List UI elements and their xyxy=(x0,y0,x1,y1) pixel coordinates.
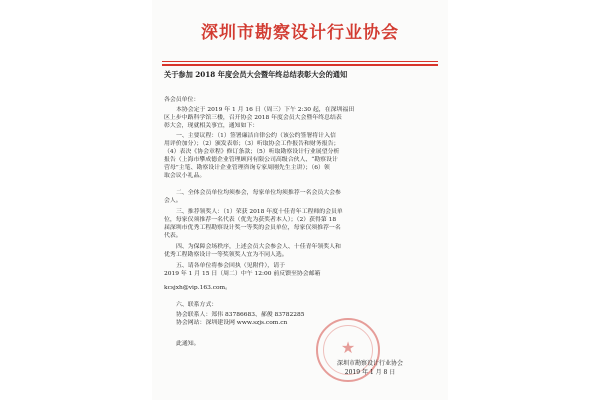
awardee-line-4: 代表。 xyxy=(164,233,182,239)
salutation-line: 各会员单位： xyxy=(164,97,200,103)
reply-line-2: 2019 年 1 月 15 日（周二）中午 12:00 前反馈至协会邮箱 xyxy=(164,271,321,277)
seal-star-icon: ★ xyxy=(340,338,356,357)
intro-line-3: 彰大会，现就相关事宜，通知如下： xyxy=(164,123,259,129)
attendance-paragraph xyxy=(164,189,438,205)
email-paragraph xyxy=(164,284,438,292)
intro-paragraph xyxy=(164,106,438,130)
intro-line-1: 本协会定于 2019 年 1 月 16 日（周三）下午 2:30 起，在深圳福田 xyxy=(176,107,355,113)
contact-website: 协会网站：深圳建设网 www.szjs.com.cn xyxy=(176,320,288,326)
awardee-paragraph xyxy=(164,208,438,240)
signature-org: 深圳市勘察设计行业协会 xyxy=(336,360,403,367)
contact-persons: 协会联系人：郑伟 83786683、郝俊 83782285 xyxy=(176,312,305,318)
awardee-line-1: 三、推荐领奖人：（1）荣获 2018 年度十佳青年工程师的会员单 xyxy=(176,209,343,215)
intro-line-2: 区上步中路科学馆三楼，召开协会 2018 年度会员大会暨年终总结表 xyxy=(164,115,342,121)
contact-paragraph xyxy=(164,311,438,327)
attendance-line-1: 二、全体会员单位均须参会，每家单位均须推荐一名会员大会参 xyxy=(176,190,341,196)
association-email: kcsjxh@vip.163.com。 xyxy=(164,285,232,291)
order-paragraph xyxy=(164,243,438,259)
salutation xyxy=(164,96,438,104)
agenda-line-2: 用评价加分）；（2）颁发表彰；（3）听取协会工作报告和财务报告； xyxy=(164,141,340,147)
agenda-line-6: 取会议小礼品。 xyxy=(164,173,206,179)
agenda-line-1: 一、主要议程：（1）签署廉洁自律公约（该公约签署将计入信 xyxy=(176,133,336,139)
order-line-1: 四、为保障会场秩序，上述会员大会参会人、十佳青年领奖人和 xyxy=(176,244,341,250)
agenda-line-4: 报告（上海市攀成德企业管理顾问有限公司高级合伙人、“勘察设计 xyxy=(164,157,338,163)
signature-date: 2019 年 1 月 8 日 xyxy=(344,369,396,376)
agenda-paragraph xyxy=(164,132,438,180)
contact-heading-paragraph xyxy=(164,301,438,309)
notice-title: 关于参加 2018 年度会员大会暨年终总结表彰大会的通知 xyxy=(164,70,348,79)
signature-block xyxy=(310,359,430,377)
notice-document xyxy=(152,0,448,400)
closing-line: 此通知。 xyxy=(176,341,200,347)
letterhead-org-name: 深圳市勘察设计行业协会 xyxy=(201,23,399,43)
closing-paragraph xyxy=(164,340,438,348)
awardee-line-3: 届深圳市优秀工程勘察设计奖一等奖的会员单位，每家仅须推荐一名 xyxy=(164,225,341,231)
contact-heading: 六、联系方式： xyxy=(176,302,218,308)
letterhead-rule-thin xyxy=(162,61,438,62)
reply-paragraph xyxy=(164,262,438,278)
reply-line-1: 五、请各单位将参会回执（见附件），请于 xyxy=(176,263,285,269)
letterhead-rule-thick xyxy=(162,64,438,66)
attendance-line-2: 会人。 xyxy=(164,198,182,204)
awardee-line-2: 位，每家仅须推荐一名代表（优先为获奖者本人）；（2）获得第 18 xyxy=(164,217,337,223)
agenda-line-3: （4）表决《协会章程》修订条款；（5）听取勘察设计行业展望分析 xyxy=(164,149,340,155)
agenda-line-5: 营母”主笔、勘察设计企业管理咨询专家周刚先生主讲）；（6）领 xyxy=(164,165,330,171)
order-line-2: 优秀工程勘察设计一等奖领奖人宜为不同人选。 xyxy=(164,252,288,258)
